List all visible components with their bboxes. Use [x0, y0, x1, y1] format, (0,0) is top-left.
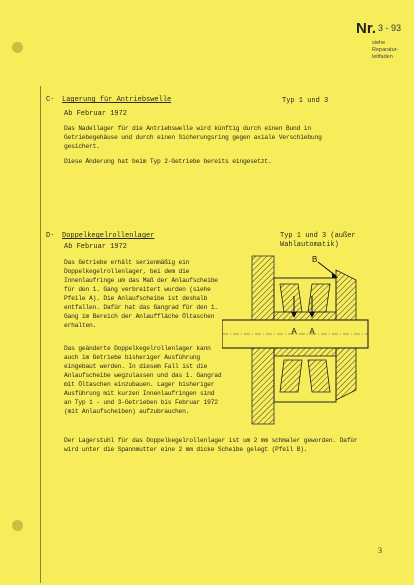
reference-note-line: siehe [372, 40, 386, 46]
section-c-paragraph-2: Diese Änderung hat beim Typ 2-Getriebe bereits eingesetzt. [64, 158, 272, 165]
label-b: B [312, 255, 318, 264]
section-c-since: Ab Februar 1972 [64, 110, 128, 118]
lower-roller-left [280, 360, 302, 392]
punch-hole-bottom [12, 520, 23, 531]
section-d-since: Ab Februar 1972 [64, 243, 128, 251]
section-d-paragraph-2: Das geänderte Doppelkegelrollenlager kann auch im Getriebe bisheriger Ausführung eingebaut werden. In diesem Fall ist die Anlaufscheibe wegzulassen und das 1. Gangrad mit Öltaschen einzubauen. Lager bisheriger Ausführung mit kurzen Innenlaufringen sind an Typ 1 - und 3-Getrieben bis Februar 1972 (mit Anlaufscheiben) aufzubrauchen. [64, 345, 222, 415]
document-number: 3 - 93 [378, 23, 402, 33]
page-number: 3 [378, 546, 382, 555]
section-d-types-line-1: Typ 1 und 3 (außer [280, 232, 356, 240]
number-label: Nr. [356, 20, 377, 37]
gear-wheel-lower [336, 348, 356, 400]
label-a2: A [309, 327, 315, 336]
section-c-paragraph-1: Das Nadellager für die Antriebswelle wird künftig durch einen Bund in Getriebegehäuse und durch einen Sicherungsring gegen axiale Verschiebung gesichert. [64, 125, 322, 150]
section-c-marker: C- [46, 96, 55, 104]
reference-note [372, 40, 398, 61]
reference-note-line: leitfaden [372, 54, 393, 60]
section-c-heading: Lagerung für Antriebswelle [62, 96, 172, 104]
section-d-types-line-2: Wahlautomatik) [280, 241, 339, 249]
lower-inner-ring [274, 348, 336, 356]
reference-note-line: Reparatur- [372, 47, 399, 53]
punch-hole-top [12, 42, 23, 53]
section-d-paragraph-1: Das Getriebe erhält serienmäßig ein Doppelkegelrollenlager, bei dem die Innenlaufringe um das Maß der Anlaufscheibe für den 1. Gang verbreitert wurden (siehe Pfeile A). Die Anlaufscheibe ist deshalb entfallen. Dafür hat das Gangrad für den 1. Gang im Bereich der Anlauffläche Öltaschen erhalten. [64, 259, 218, 329]
margin-rule [40, 86, 41, 583]
section-c-types: Typ 1 und 3 [282, 97, 329, 105]
section-d-marker: D- [46, 232, 55, 240]
upper-roller-right [308, 284, 330, 312]
upper-inner-ring [274, 312, 336, 320]
section-d-heading: Doppelkegelrollenlager [62, 232, 155, 240]
section-d-paragraph-3: Der Lagerstuhl für das Doppelkegelrollenlager ist um 2 mm schmaler geworden. Dafür wird unter die Spannmutter eine 2 mm dicke Scheibe gelegt (Pfeil B). [64, 437, 358, 453]
bearing-cross-section-drawing [222, 250, 370, 430]
gear-wheel [336, 270, 356, 320]
lower-roller-right [308, 360, 330, 392]
upper-roller-left [280, 284, 302, 312]
label-a1: A [291, 327, 297, 336]
